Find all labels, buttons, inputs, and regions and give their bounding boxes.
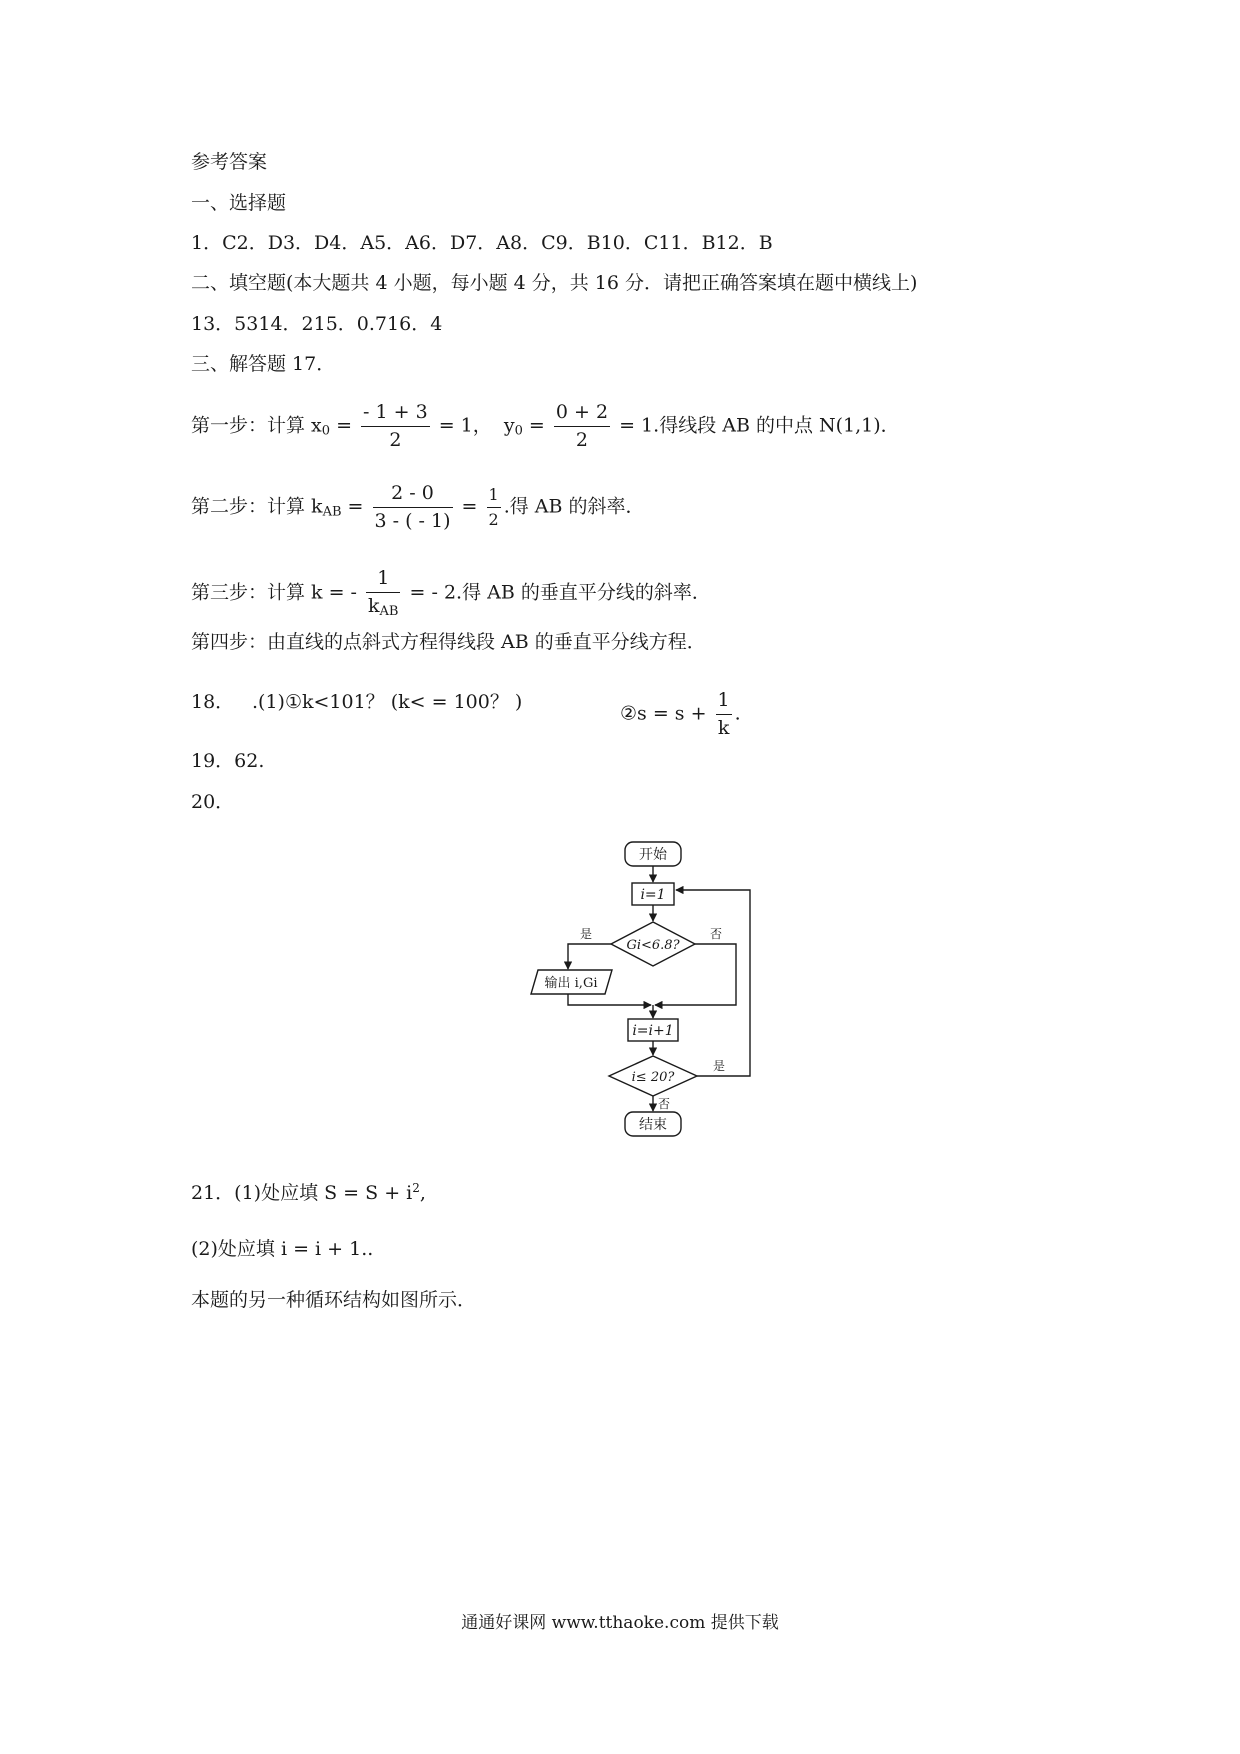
question-18-part1: .(1)①k<101？ (k< = 100？ ) — [252, 691, 523, 713]
fraction-y0: $\frac{0 + 2}{2}$ — [555, 401, 609, 451]
step-3: 第三步：计算 k = - $\frac{1}{k_{AB}}$ = - 2.得 AB 的垂直平分线的斜率． — [191, 567, 711, 619]
arrow-cond1-no — [655, 944, 736, 1005]
question-20: 20． — [191, 791, 235, 813]
init-label: i=1 — [640, 887, 666, 903]
question-19: 19．62. — [191, 750, 265, 772]
fraction-one-over-k: $\frac{1}{k}$ — [717, 689, 730, 739]
section-fill-heading: 二、填空题(本大题共 4 小题，每小题 4 分，共 16 分．请把正确答案填在题中横线上) — [191, 272, 918, 294]
question-18-part2: ②s = s + $\frac{1}{k}$ . — [620, 689, 741, 739]
yes-2-label: 是 — [712, 1059, 726, 1073]
arrow-cond1-yes — [568, 944, 611, 969]
output-label: 输出 i,Gi — [544, 976, 598, 991]
step-1: 第一步：计算 $x_0$ = $\frac{- 1 + 3}{2}$ = 1， $y_0$ = $\frac{0 + 2}{2}$ = 1.得线段 AB 的中点 N(1,1)． — [191, 401, 900, 451]
fraction-inverse-kab: $\frac{1}{k_{AB}}$ — [368, 567, 399, 619]
choice-answers: 1．C2．D3．D4．A5．A6．D7．A8．C9．B10．C11．B12．B — [191, 232, 773, 254]
fraction-half: $\frac{1}{2}$ — [488, 485, 499, 529]
step-4: 第四步：由直线的点斜式方程得线段 AB 的垂直平分线方程． — [191, 631, 706, 653]
section-solution-heading: 三、解答题 17． — [191, 353, 336, 375]
question-18: 18． — [191, 691, 235, 713]
condition-2-label: i≤ 20? — [631, 1070, 675, 1085]
end-label: 结束 — [639, 1117, 667, 1133]
start-label: 开始 — [639, 847, 667, 863]
question-21-line-1: 21．(1)处应填 $S = S + i^2$, — [191, 1181, 426, 1204]
answer-title: 参考答案 — [191, 151, 268, 173]
footer-source: 通通好课网 www.tthaoke.com 提供下载 — [461, 1613, 779, 1633]
no-1-label: 否 — [709, 927, 723, 941]
arrow-cond2-yes-loop — [676, 890, 750, 1076]
no-2-label: 否 — [657, 1097, 671, 1111]
fraction-kab: $\frac{2 - 0}{3 - ( - 1)}$ — [374, 482, 451, 532]
yes-1-label: 是 — [579, 927, 593, 941]
flowchart — [520, 832, 760, 1144]
fraction-x0: $\frac{- 1 + 3}{2}$ — [363, 401, 428, 451]
section-choice-heading: 一、选择题 — [191, 192, 287, 214]
question-21-line-3: 本题的另一种循环结构如图所示． — [191, 1289, 477, 1311]
condition-1-label: Gi<6.8? — [626, 938, 680, 953]
arrow-output-merge — [568, 994, 651, 1005]
fill-answers: 13．5314．215．0.716．4 — [191, 313, 443, 335]
question-21-line-2: (2)处应填 i = i + 1.. — [191, 1238, 374, 1260]
increment-label: i=i+1 — [632, 1023, 674, 1039]
step-2: 第二步：计算 $k_{AB}$ = $\frac{2 - 0}{3 - ( - 1)}$ = $\frac{1}{2}$ .得 AB 的斜率． — [191, 482, 645, 532]
